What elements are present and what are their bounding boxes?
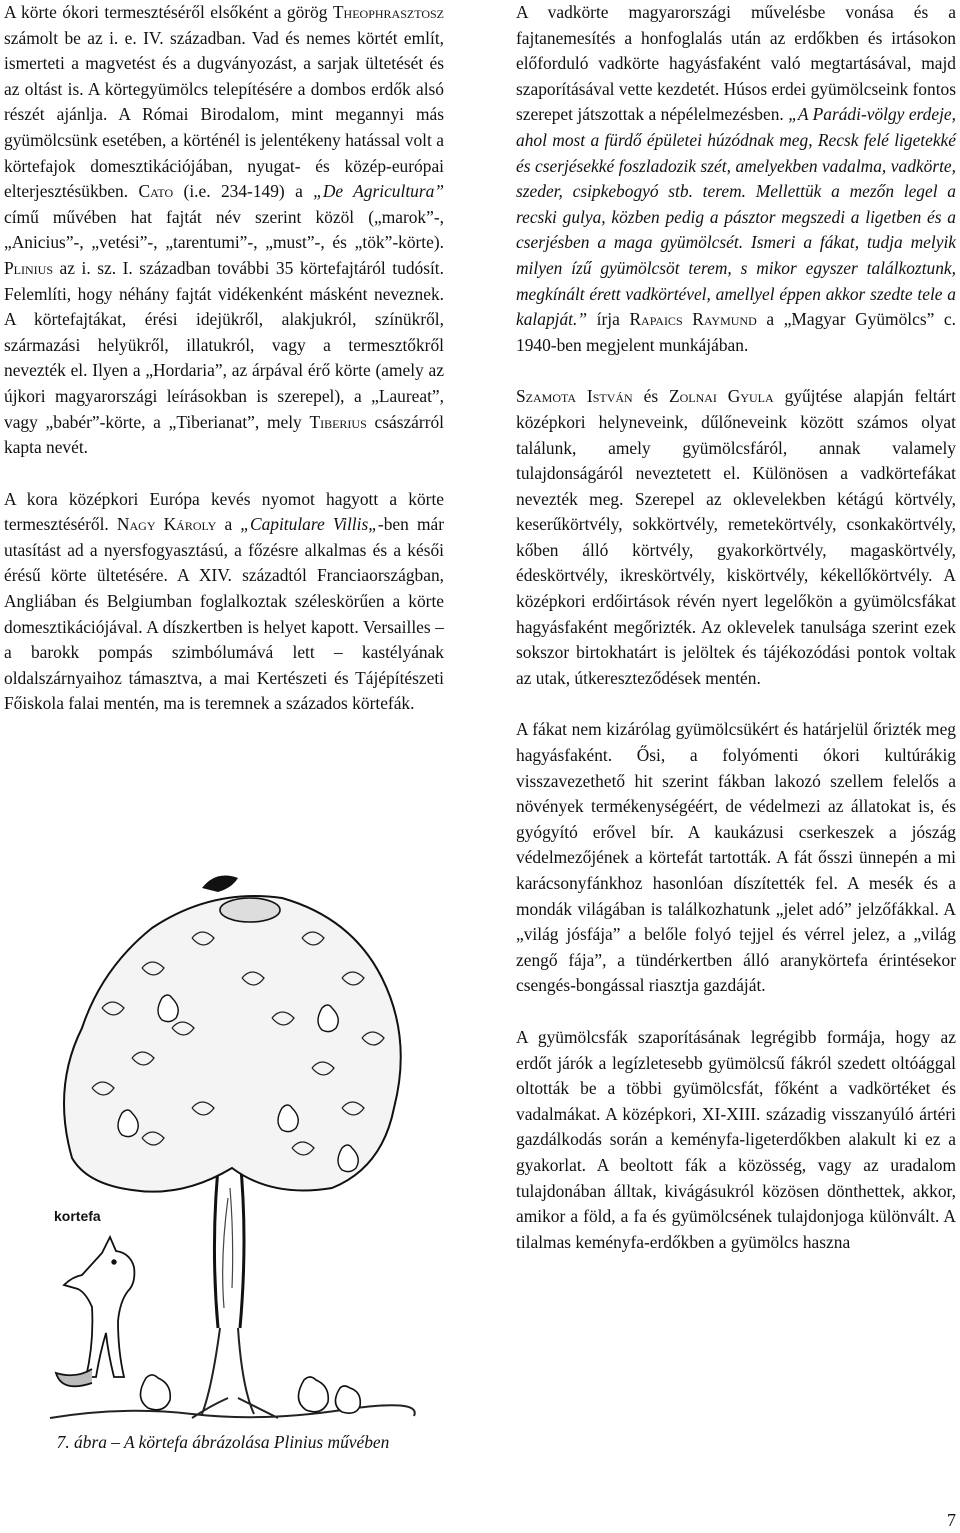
- text-run: számolt be az i. e. IV. században. Vad és nemes körtét említ, ismerteti a magvetést és a dugványozást, a sarjak ültetését és az oltást is. A körtegyümölcs telepítésére a dombos erdők alsó részét ajánlja. A Római Birodalom, mint megannyi más gyümölcsünk esetében, a körténél is jelentékeny hatással volt a körtefajok domesztikációjában, nyugat- és közép-európai elterjesztésükben.: [4, 27, 444, 202]
- text-run: „Capitulare Villis„: [240, 514, 378, 535]
- text-run: Plinius: [4, 257, 53, 278]
- left-column: [4, 0, 444, 717]
- text-run: A körte ókori termesztéséről elsőként a görög: [4, 2, 333, 22]
- figure-inline-label: kortefa: [54, 1208, 101, 1224]
- paragraph-beliefs: [516, 717, 956, 999]
- paragraph-middle-ages: [4, 487, 444, 717]
- paragraph-place-names: [516, 384, 956, 691]
- text-run: Zolnai Gyula: [668, 386, 774, 407]
- text-run: (i.e. 234-149) a: [173, 181, 314, 202]
- right-column: [516, 0, 956, 1255]
- text-run: Rapaics Raymund: [629, 309, 757, 330]
- fox-figure: [56, 1237, 134, 1386]
- nest: [220, 898, 280, 922]
- text-run: írja: [587, 309, 630, 330]
- text-run: Cato: [138, 181, 174, 202]
- text-run: „A Parádi-völgy erdeje, ahol most a fürdő épületei húzódnak meg, Recsk felé ligetekké és cserjésekké foszladozik szét, amelyekben vadalma, vadkörte, szeder, csipkebogyó stb. terem. Mellettük a mezőn legel a recski gulya, közben pedig a pásztor megszedi a ligetben és a cserjésben a maga gyümölcsét. Ismeri a fákat, tudja melyik milyen ízű gyümölcsöt terem, s mikor egyszer találkoztunk, megkínált érett vadkörtével, amellyel éppen akkor szedte tele a kalapját.”: [516, 104, 956, 330]
- text-run: című művében hat fajtát név szerint közöl („marok”-, „Anicius”-, „vetési”-, „tarentumi”-, „must”-, és „tök”-körte).: [4, 206, 444, 253]
- text-run: és: [632, 386, 669, 407]
- text-run: A kora középkori Európa kevés nyomot hagyott a körte termesztéséről.: [4, 488, 444, 535]
- pear-tree-illustration: [42, 858, 422, 1428]
- text-run: A fákat nem kizárólag gyümölcsükért és határjelül őrizték meg hagyásfaként. Ősi, a folyómenti ókori kultúrákig visszavezethető hit szerint fákban lakozó szellem felelős a növények termékenységéért, de védelmezi az állatokat is, és gyógyító erővel bír. A kaukázusi cserkeszek a jószág védelmezőjének a körtefát tartották. A fát ősszi ünnepén a mi karácsonyfánkhoz hasonlóan díszítették fel. A mesék és a mondák világában is találkozhatunk „jelet adó” jelzőfákkal. A „világ jósfája” a belőle folyó tejjel és vérrel jelez, a „világ zengő fája”, a tündérkertben álló aranykörtefa érintésekor csengés-bongással riasztja gazdáját.: [516, 719, 956, 996]
- paragraph-propagation: [516, 1025, 956, 1255]
- text-run: császárról kapta nevét.: [4, 411, 445, 458]
- pear-tree-drawing: [42, 858, 422, 1428]
- page-number: 7: [947, 1510, 956, 1530]
- text-run: A gyümölcsfák szaporításának legrégibb formája, hogy az erdőt járók a legízletesebb gyümölcsű fákról szedett oltóággal oltották be a többi gyümölcsfát, főként a vadkörtéket és vadalmákat. A középkori, XI-XIII. századig visszanyúló ártéri gazdálkodás során a keményfa-ligeterdőkben alakult ki ez a gyakorlat. A beoltott fák a közösség, vagy az uradalom tulajdonában álltak, kivágásukról közösen dönthettek, akkor, amikor a föld, a fa és gyümölcsének tulajdonjoga különvált. A tilalmas keményfa-erdőkben a gyümölcs haszna: [516, 1026, 956, 1252]
- text-run: Theophrasztosz: [332, 2, 444, 22]
- paragraph-theophrasztosz: [4, 0, 444, 461]
- text-run: a: [216, 514, 241, 535]
- text-run: Szamota István: [516, 386, 633, 407]
- text-run: gyűjtése alapján feltárt középkori helyneveink, dűlőneveink között számos olyat találunk, amely gyümölcsfáról, annak valamely tulajdonságáról neveztetett el. Különösen a vadkörtefákat nevezték meg. Szerepel az oklevelekben kétágú körtvély, keserűkörtvély, sokkörtvély, remetekörtvély, csonkakörtvély, kőben álló körtvély, gyakorkörtvély, magaskörtvély, édeskörtvély, ikreskörtvély, kiskörtvély, kékellőkörtvély. A középkori erdőirtások révén nyert legelőkön a gyümölcsfákat hagyásfaként megőrizték. Az oklevelek tanulsága szerint ezek sokszor birtokhatárt is jelöltek és tájékozódási pontok voltak az utak, útkereszteződések mentén.: [516, 386, 956, 688]
- text-run: A vadkörte magyarországi művelésbe vonása és a fajtanemesítés a honfoglalás után az erdőkben és irtásokon előforduló vadkörte hagyásfaként való megtartásával, majd szaporításával vette kezdetét. Húsos erdei gyümölcseink fontos szerepet játszottak a népélelmezésben.: [516, 2, 956, 125]
- text-run: Nagy Károly: [116, 514, 217, 535]
- text-run: a „Magyar Gyümölcs” c. 1940-ben megjelent munkájában.: [516, 309, 957, 355]
- figure-caption: 7. ábra – A körtefa ábrázolása Plinius művében: [56, 1432, 390, 1452]
- bird-shape: [202, 876, 238, 892]
- text-run: az i. sz. I. században további 35 körtefajtáról tudósít. Felemlíti, hogy néhány fajtát vidékenként másként neveznek. A körtefajtákat, érési idejükről, alakjukról, színükről, származási helyükről, illatukról, vagy a termesztőkről nevezték el. Ilyen a „Hordaria”, az árpával érő körte (amely az újkori magyarországi leírásokban is szerepel), a „Laureat”, vagy „babér”-körte, a „Tiberianat”, mely: [4, 257, 444, 432]
- text-run: Tiberius: [309, 411, 367, 432]
- text-run: -ben már utasítást ad a nyersfogyasztású, a főzésre alkalmas és a késői érésű körte ültetésére. A XIV. századtól Franciaországban, Angliában és Belgiumban foglalkoztak széleskörűen a körte domesztikációjával. A díszkertben is helyet kapott. Versailles – a barokk pompás szimbólumává lett – kastélyának oldalszárnyaihoz támasztva, a mai Kertészeti és Tájépítészeti Főiskola falai mentén, ma is teremnek a százados körtefák.: [4, 514, 444, 714]
- text-run: „De Agricultura”: [313, 181, 444, 202]
- paragraph-hungarian-cultivation: [516, 0, 956, 358]
